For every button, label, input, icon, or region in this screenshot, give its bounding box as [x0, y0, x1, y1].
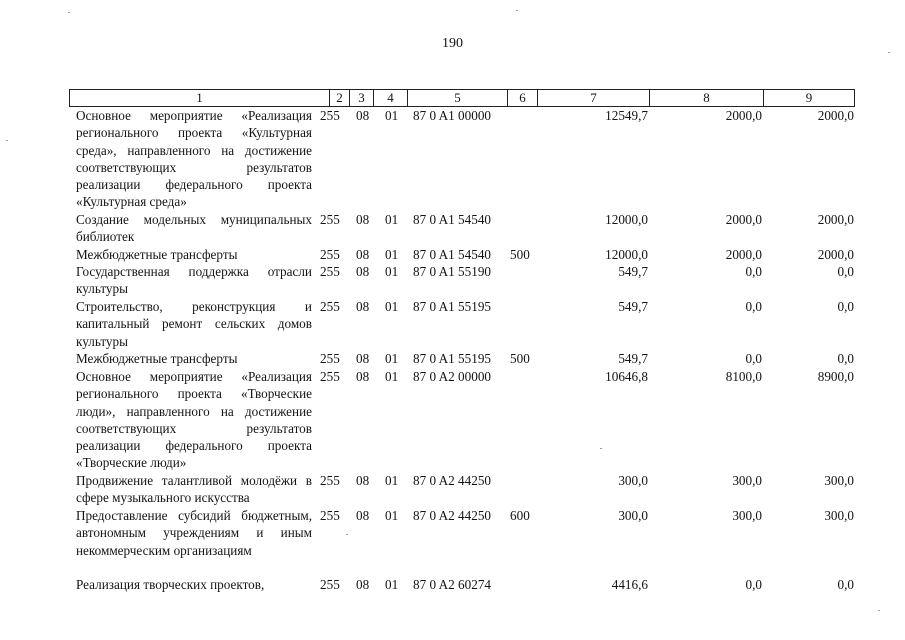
row-col-5: 87 0 A1 55195	[413, 351, 492, 366]
row-col-2: 255	[320, 508, 340, 523]
row-col-4: 01	[385, 299, 399, 314]
row-col-3: 08	[356, 264, 370, 279]
header-cell-1: 1	[70, 90, 330, 106]
header-cell-9: 9	[805, 90, 813, 105]
row-col-9: 0,0	[837, 264, 854, 279]
header-cell-8: 8	[650, 90, 764, 106]
row-col-8: 0,0	[745, 264, 762, 279]
row-col-7: 12000,0	[605, 212, 648, 227]
row-name: Государственная поддержка отрасли культуры	[76, 264, 312, 297]
row-col-9: 0,0	[837, 351, 854, 366]
row-col-2: 255	[320, 351, 340, 366]
row-col-3: 08	[356, 508, 370, 523]
row-col-5: 87 0 A2 00000	[413, 369, 492, 384]
row-col-4: 01	[385, 247, 399, 262]
page-number: 190	[442, 36, 463, 51]
row-name: Строительство, реконструкция и капитальный ремонт сельских домов культуры	[76, 299, 312, 349]
row-col-8: 2000,0	[725, 108, 762, 123]
header-cell-5: 5	[408, 90, 508, 106]
row-col-9: 0,0	[837, 577, 854, 592]
row-col-5: 87 0 A1 00000	[413, 108, 492, 123]
scan-speck	[600, 448, 602, 449]
row-col-7: 4416,6	[611, 577, 648, 592]
row-col-5: 87 0 A1 55195	[413, 299, 492, 314]
row-col-3: 08	[356, 369, 370, 384]
row-name: Основное мероприятие «Реализация регионального проекта «Творческие люди», направленного на достижение соответствующих результатов реализации федерального проекта «Творческие люди»	[76, 369, 312, 471]
row-col-8: 2000,0	[725, 212, 762, 227]
row-col-7: 10646,8	[605, 369, 648, 384]
row-col-4: 01	[385, 351, 399, 366]
row-col-4: 01	[385, 108, 399, 123]
row-col-5: 87 0 A1 55190	[413, 264, 492, 279]
row-col-6: 500	[510, 247, 530, 262]
row-col-7: 300,0	[618, 473, 648, 488]
row-col-3: 08	[356, 212, 370, 227]
row-col-8: 0,0	[745, 351, 762, 366]
row-col-3: 08	[356, 108, 370, 123]
row-col-2: 255	[320, 369, 340, 384]
row-name: Основное мероприятие «Реализация регионального проекта «Культурная среда», направленного на достижение соответствующих результатов реализации федерального проекта «Культурная среда»	[76, 108, 312, 210]
row-col-4: 01	[385, 212, 399, 227]
row-col-9: 8900,0	[817, 369, 854, 384]
scan-speck	[878, 610, 880, 611]
row-col-2: 255	[320, 299, 340, 314]
row-col-8: 8100,0	[725, 369, 762, 384]
table-header	[69, 89, 855, 107]
row-col-6: 500	[510, 351, 530, 366]
row-col-9: 0,0	[837, 299, 854, 314]
row-col-9: 300,0	[824, 508, 854, 523]
row-col-9: 2000,0	[817, 212, 854, 227]
row-name: Продвижение талантливой молодёжи в сфере музыкального искусства	[76, 473, 312, 506]
row-col-4: 01	[385, 264, 399, 279]
row-col-3: 08	[356, 247, 370, 262]
row-col-2: 255	[320, 577, 340, 592]
row-name: Создание модельных муниципальных библиотек	[76, 212, 312, 245]
row-col-2: 255	[320, 108, 340, 123]
row-col-9: 300,0	[824, 473, 854, 488]
row-col-5: 87 0 A2 44250	[413, 473, 492, 488]
scan-speck	[888, 52, 890, 53]
row-col-4: 01	[385, 508, 399, 523]
row-col-8: 0,0	[745, 577, 762, 592]
row-col-4: 01	[385, 577, 399, 592]
header-cell-4: 4	[374, 90, 408, 106]
header-cell-6: 6	[508, 90, 538, 106]
row-col-8: 300,0	[732, 508, 762, 523]
row-col-7: 549,7	[618, 264, 648, 279]
row-col-5: 87 0 A2 60274	[413, 577, 492, 592]
row-col-7: 12000,0	[605, 247, 648, 262]
scan-speck	[6, 140, 8, 141]
row-col-7: 549,7	[618, 351, 648, 366]
row-col-2: 255	[320, 247, 340, 262]
row-name: Предоставление субсидий бюджетным, автономным учреждениям и иным некоммерческим организациям	[76, 508, 312, 558]
row-col-2: 255	[320, 264, 340, 279]
row-col-2: 255	[320, 473, 340, 488]
scan-speck	[68, 12, 70, 13]
row-name: Реализация творческих проектов,	[76, 577, 265, 592]
row-col-4: 01	[385, 369, 399, 384]
header-cell-3: 3	[350, 90, 374, 106]
row-col-5: 87 0 A1 54540	[413, 247, 492, 262]
row-col-3: 08	[356, 577, 370, 592]
row-col-7: 12549,7	[605, 108, 648, 123]
row-col-6: 600	[510, 508, 530, 523]
row-col-8: 2000,0	[725, 247, 762, 262]
row-col-3: 08	[356, 351, 370, 366]
row-col-3: 08	[356, 473, 370, 488]
row-name: Межбюджетные трансферты	[76, 247, 238, 262]
row-col-7: 300,0	[618, 508, 648, 523]
scan-speck	[516, 10, 518, 11]
scan-speck	[346, 534, 348, 535]
row-col-9: 2000,0	[817, 108, 854, 123]
row-col-9: 2000,0	[817, 247, 854, 262]
row-col-8: 300,0	[732, 473, 762, 488]
header-cell-7: 7	[538, 90, 650, 106]
row-col-5: 87 0 A2 44250	[413, 508, 492, 523]
header-cell-2: 2	[330, 90, 350, 106]
row-col-8: 0,0	[745, 299, 762, 314]
row-name: Межбюджетные трансферты	[76, 351, 238, 366]
row-col-4: 01	[385, 473, 399, 488]
row-col-7: 549,7	[618, 299, 648, 314]
row-col-5: 87 0 A1 54540	[413, 212, 492, 227]
row-col-3: 08	[356, 299, 370, 314]
row-col-2: 255	[320, 212, 340, 227]
